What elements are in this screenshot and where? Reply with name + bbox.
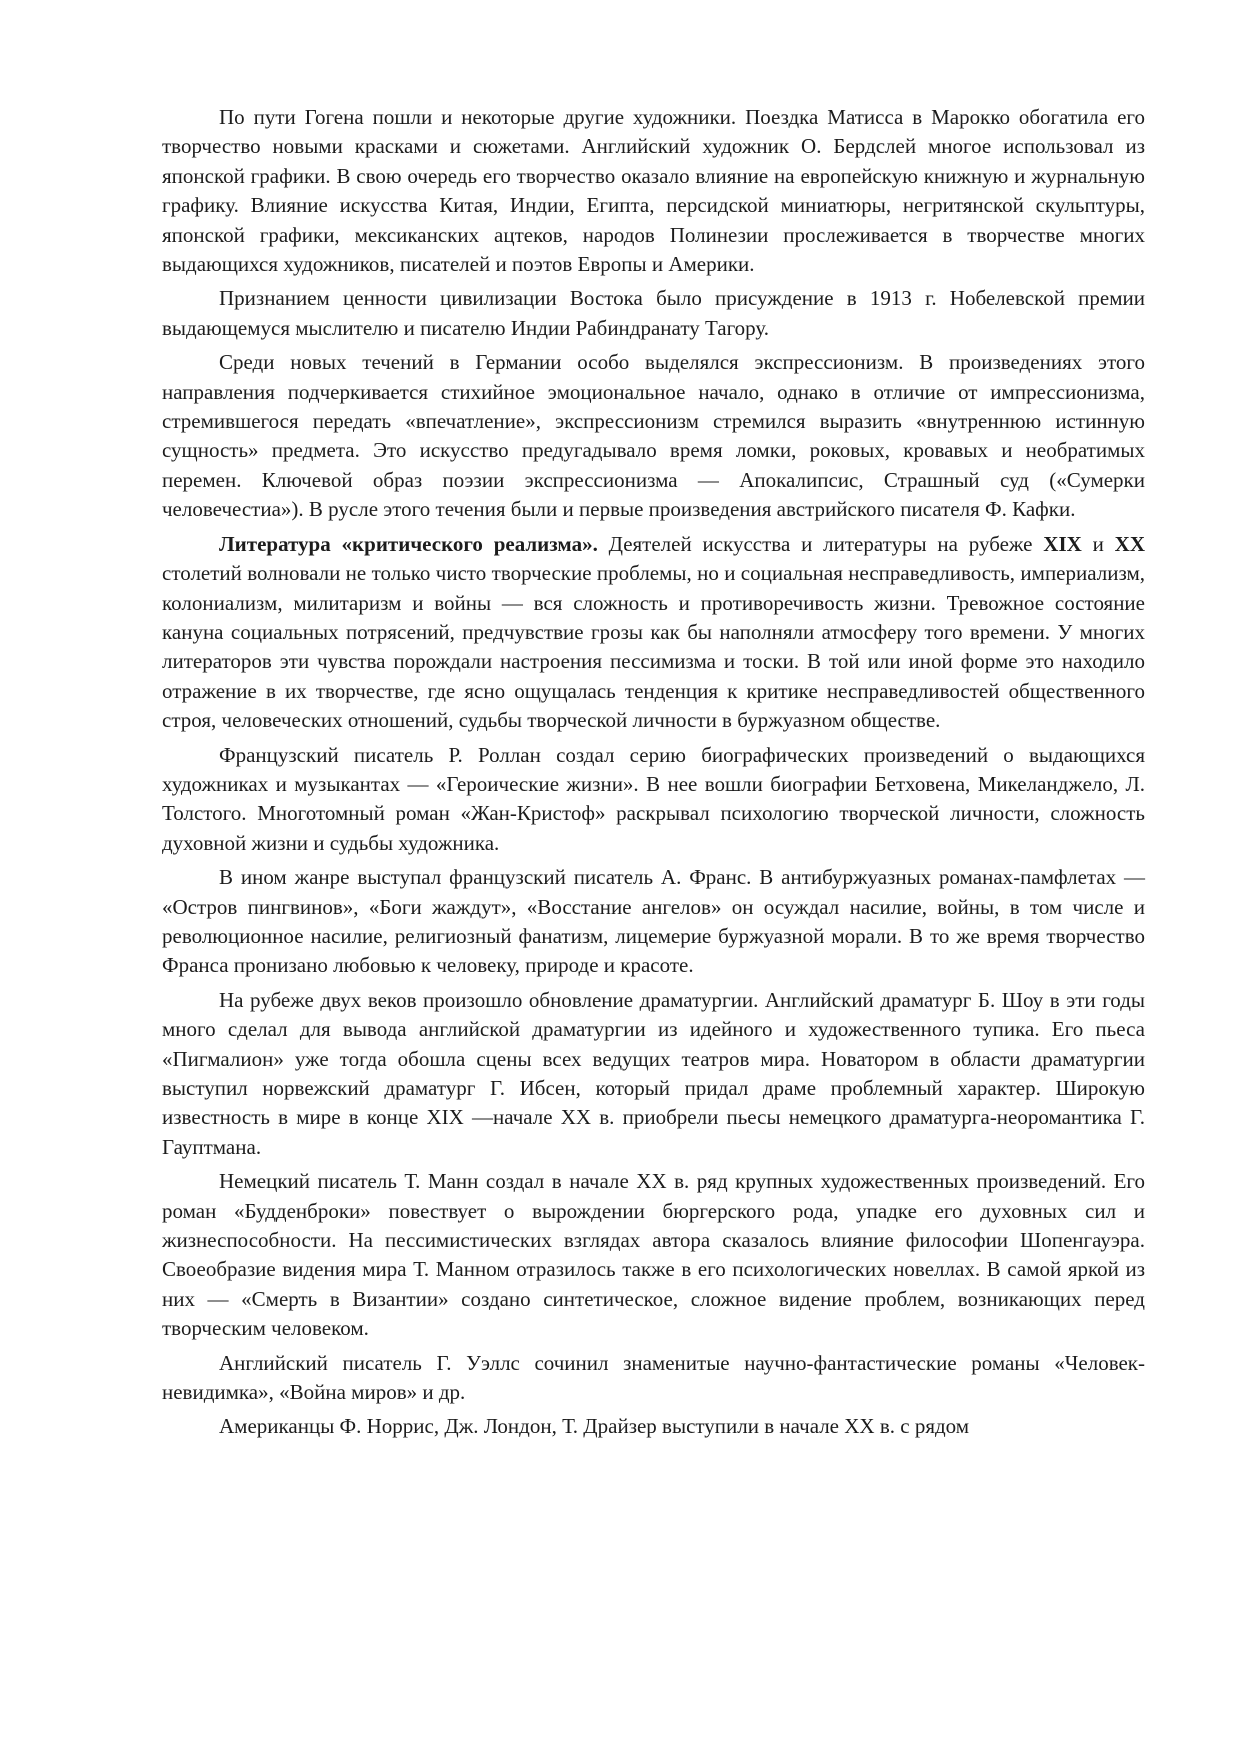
- paragraph: [162, 1349, 1145, 1408]
- text-run: столетий волновали не только чисто творческие проблемы, но и социальная несправедливость, империализм, колониализм, милитаризм и войны — вся сложность и противоречивость жизни. Тревожное состояние кануна социальных потрясений, предчувствие грозы как бы наполняли атмосферу того времени. У многих литераторов эти чувства порождали настроения пессимизма и тоски. В той или иной форме это находило отражение в их творчестве, где ясно ощущалась тенденция к критике несправедливостей общественного строя, человеческих отношений, судьбы творческой личности в буржуазном обществе.: [162, 561, 1145, 733]
- text-run: Французский писатель Р. Роллан создал серию биографических произведений о выдающихся художниках и музыкантах — «Героические жизни». В нее вошли биографии Бетховена, Микеланджело, Л. Толстого. Многотомный роман «Жан-Кристоф» раскрывал психологию творческой личности, сложность духовной жизни и судьбы художника.: [162, 742, 1145, 855]
- paragraph: [162, 863, 1145, 981]
- text-run: На рубеже двух веков произошло обновление драматургии. Английский драматург Б. Шоу в эти годы много сделал для вывода английской драматургии из идейного и художественного тупика. Его пьеса «Пигмалион» уже тогда обошла сцены всех ведущих театров мира. Новатором в области драматургии выступил норвежский драматург Г. Ибсен, который придал драме проблемный характер. Широкую известность в мире в конце XIX —начале XX в. приобрели пьесы немецкого драматурга-неоромантика Г. Гауптмана.: [162, 987, 1145, 1159]
- text-run: Деятелей искусства и литературы на рубеже: [597, 531, 1044, 556]
- text-run: Американцы Ф. Норрис, Дж. Лондон, Т. Драйзер выступили в начале XX в. с рядом: [219, 1414, 970, 1439]
- paragraph: [162, 348, 1145, 524]
- bold-run: Литература «критического реализма».: [219, 531, 598, 556]
- text-run: и: [1081, 531, 1115, 556]
- text-column: [162, 103, 1145, 1442]
- text-run: Признанием ценности цивилизации Востока было присуждение в 1913 г. Нобелевской премии выдающемуся мыслителю и писателю Индии Рабиндранату Тагору.: [162, 286, 1145, 340]
- paragraph: [162, 103, 1145, 279]
- text-run: Немецкий писатель Т. Манн создал в начале XX в. ряд крупных художественных произведений. Его роман «Будденброки» повествует о вырождении бюргерского рода, упадке его духовных сил и жизнеспособности. На пессимистических взглядах автора сказалось влияние философии Шопенгауэра. Своеобразие видения мира Т. Манном отразилось также в его психологических новеллах. В самой яркой из них — «Смерть в Византии» создано синтетическое, сложное видение проблем, возникающих перед творческим человеком.: [162, 1169, 1145, 1341]
- paragraph: [162, 1412, 1145, 1441]
- paragraph: [162, 530, 1145, 736]
- paragraph: [162, 986, 1145, 1162]
- text-run: Английский писатель Г. Уэллс сочинил знаменитые научно-фантастические романы «Человек-невидимка», «Война миров» и др.: [162, 1350, 1145, 1405]
- paragraph: [162, 1167, 1145, 1343]
- paragraph: [162, 284, 1145, 343]
- bold-run: XX: [1114, 531, 1145, 556]
- bold-run: XIX: [1043, 531, 1082, 556]
- text-run: По пути Гогена пошли и некоторые другие художники. Поездка Матисса в Марокко обогатила его творчество новыми красками и сюжетами. Английский художник О. Бердслей многое использовал из японской графики. В свою очередь его творчество оказало влияние на европейскую книжную и журнальную графику. Влияние искусства Китая, Индии, Египта, персидской миниатюры, негритянской скульптуры, японской графики, мексиканских ацтеков, народов Полинезии прослеживается в творчестве многих выдающихся художников, писателей и поэтов Европы и Америки.: [162, 105, 1145, 277]
- paragraph: [162, 741, 1145, 859]
- text-run: Среди новых течений в Германии особо выделялся экспрессионизм. В произведениях этого направления подчеркивается стихийное эмоциональное начало, однако в отличие от импрессионизма, стремившегося передать «впечатление», экспрессионизм стремился выразить «внутреннюю истинную сущность» предмета. Это искусство предугадывало время ломки, роковых, кровавых и необратимых перемен. Ключевой образ поэзии экспрессионизма — Апокалипсис, Страшный суд («Сумерки человечестиа»). В русле этого течения были и первые произведения австрийского писателя Ф. Кафки.: [162, 350, 1145, 522]
- text-run: В ином жанре выступал французский писатель А. Франс. В антибуржуазных романах-памфлетах — «Остров пингвинов», «Боги жаждут», «Восстание ангелов» он осуждал насилие, войны, в том числе и революционное насилие, религиозный фанатизм, лицемерие буржуазной морали. В то же время творчество Франса пронизано любовью к человеку, природе и красоте.: [162, 865, 1145, 978]
